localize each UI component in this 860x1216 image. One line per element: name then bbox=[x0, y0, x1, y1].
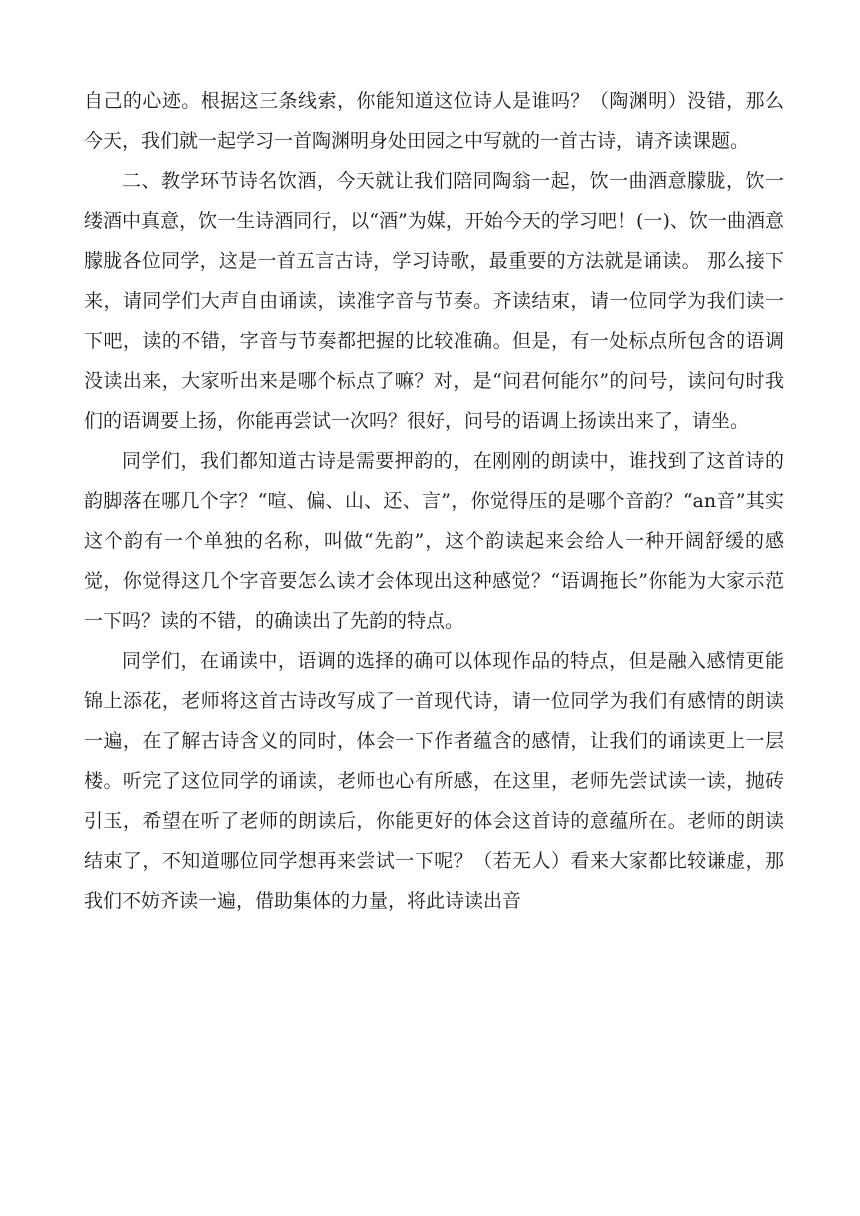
paragraph-continuation: 自己的心迹。根据这三条线索，你能知道这位诗人是谁吗？（陶渊明）没错，那么今天，我们就一起学习一首陶渊明身处田园之中写就的一首古诗，请齐读课题。 bbox=[84, 90, 784, 152]
paragraph-rhyme: 同学们，我们都知道古诗是需要押韵的，在刚刚的朗读中，谁找到了这首诗的韵脚落在哪几个字？“喧、偏、山、还、言”，你觉得压的是哪个音韵？“an音”其实这个韵有一个单独的名称，叫做“先韵”，这个韵读起来会给人一种开阔舒缓的感觉，你觉得这几个字音要怎么读才会体现出这种感觉？“语调拖长”你能为大家示范一下吗？读的不错，的确读出了先韵的特点。 bbox=[84, 450, 784, 632]
paragraph-teaching-section: 二、教学环节诗名饮酒，今天就让我们陪同陶翁一起，饮一曲酒意朦胧，饮一缕酒中真意，饮一生诗酒同行，以“酒”为媒，开始今天的学习吧！(一)、饮一曲酒意朦胧各位同学，这是一首五言古诗，学习诗歌，最重要的方法就是诵读。 那么接下来，请同学们大声自由诵读，读准字音与节奏。齐读结束，请一位同学为我们读一下吧，读的不错，字音与节奏都把握的比较准确。但是，有一处标点所包含的语调没读出来，大家听出来是哪个标点了嘛？对，是“问君何能尔”的问号，读问句时我们的语调要上扬，你能再尝试一次吗？很好，问号的语调上扬读出来了，请坐。 bbox=[84, 170, 784, 432]
paragraph-emotion-reading: 同学们，在诵读中，语调的选择的确可以体现作品的特点，但是融入感情更能锦上添花，老师将这首古诗改写成了一首现代诗，请一位同学为我们有感情的朗读一遍，在了解古诗含义的同时，体会一下作者蕴含的感情，让我们的诵读更上一层楼。听完了这位同学的诵读，老师也心有所感，在这里，老师先尝试读一读，抛砖引玉，希望在听了老师的朗读后，你能更好的体会这首诗的意蕴所在。老师的朗读结束了，不知道哪位同学想再来尝试一下呢？（若无人）看来大家都比较谦虚，那我们不妨齐读一遍，借助集体的力量，将此诗读出音 bbox=[84, 650, 784, 912]
document-body bbox=[84, 81, 784, 921]
